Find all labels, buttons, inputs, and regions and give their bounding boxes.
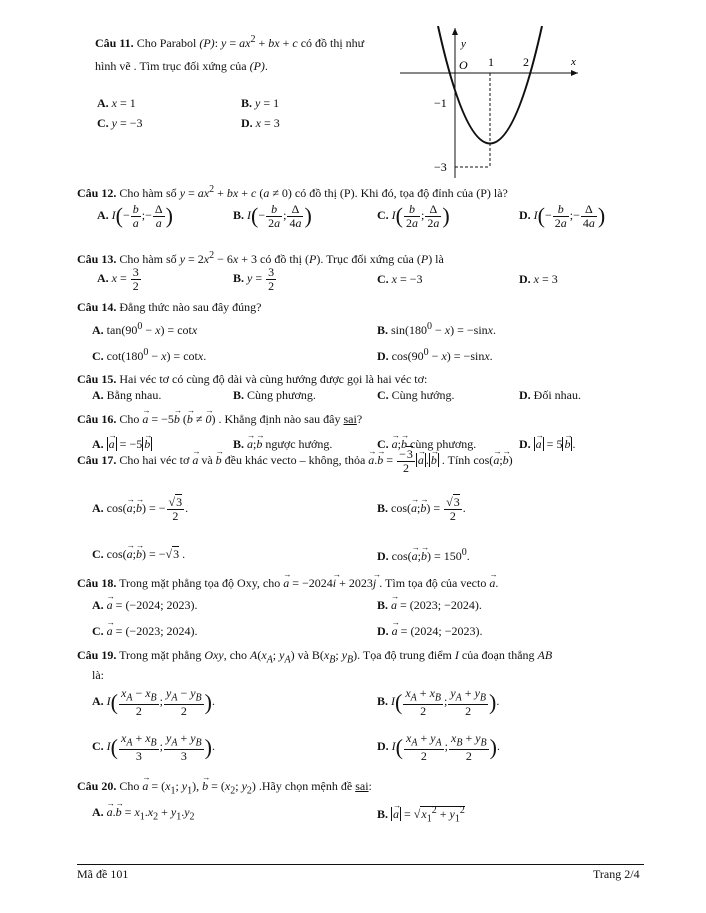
x-tick-2: 2 (523, 55, 529, 69)
q12-option-d: D. I(− $\frac{b}{2a}$ ;− $\frac{\Delta}{4a}$ ) (519, 202, 606, 230)
q19-option-d: D. I( $\frac{x_A + y_A}{2}$ ; $\frac{x_B + y_B}{2}$ ). (377, 731, 500, 763)
q13-option-b: B. y = $\frac{3}{2}$ (233, 265, 275, 293)
q18-option-a: A. → a = (−2024; 2023). (92, 598, 198, 613)
y-tick-neg1: −1 (434, 96, 447, 110)
q11-option-a: A. x = 1 (97, 96, 136, 110)
q16-option-c: C. → a;→ b cùng phương. (377, 437, 476, 452)
y-tick-neg3: −3 (434, 160, 447, 174)
q12-option-b: B. I(− $\frac{b}{2a}$ ; $\frac{\Delta}{4a}$ ) (233, 202, 312, 230)
q14-option-a: A. $\tan(90^0 - x) = \cot x$ (92, 321, 198, 337)
q18-option-b: B. → a = (2023; −2024). (377, 598, 482, 613)
q14-stem: Câu 14. Đẳng thức nào sau đây đúng? (77, 300, 262, 314)
q19-stem-line2: là: (92, 668, 104, 682)
q16-option-a: A. → a = −5→ b (92, 437, 152, 452)
q16-option-d: D. → a = 5→ b . (519, 437, 575, 452)
q17-option-d: D. cos(→ a;→ $b) = 150^0$. (377, 547, 470, 564)
q18-stem: Câu 18. Trong mặt phẳng tọa độ Oxy, cho → a = −2024→ i + 2023→ j . Tìm tọa độ của vecto → a. (77, 576, 498, 591)
q17-option-b: B. cos(→ a;→ b) = $\frac{√3}{2}$ . (377, 496, 466, 522)
x-axis-label: x (571, 56, 576, 68)
q17-option-c: C. cos(→ a;→ b) = −√3 . (92, 547, 185, 562)
origin-label: O (459, 58, 468, 72)
q13-option-c: C. x = −3 (377, 272, 423, 286)
q19-option-a: A. I( $\frac{x_A - x_B}{2}$ ; $\frac{y_A - y_B}{2}$ ). (92, 686, 215, 718)
q16-stem: Câu 16. Cho → a = −5→ b (→ b ≠ → 0) . Khẳng định nào sau đây sai? (77, 412, 362, 427)
q13-stem: Câu 13. Cho hàm số $y = 2x^2 - 6x + 3$ có đồ thị (P). Trục đối xứng của (P) là (77, 250, 444, 266)
q15-option-c: C. Cùng hướng. (377, 388, 455, 402)
x-axis-arrow (571, 70, 578, 76)
q17-stem: Câu 17. Cho hai véc tơ → a và → b đều khác vecto – không, thỏa → a.→ b = $\frac{-3}{2}$ → a .→ b . Tính cos(→ a;→ b) (77, 448, 513, 474)
footer-exam-code: Mã đề 101 (77, 867, 129, 881)
q11-option-c: C. y = −3 (97, 116, 143, 130)
footer-page-number: Trang 2/4 (593, 867, 640, 881)
q19-option-b: B. I( $\frac{x_A + x_B}{2}$ ; $\frac{y_A + y_B}{2}$ ). (377, 686, 500, 718)
footer-rule (77, 864, 644, 865)
q14-option-b: B. $\sin(180^0 - x) = -\sin x$. (377, 321, 496, 337)
q18-option-d: D. → a = (2024; −2023). (377, 624, 483, 639)
q20-option-a: A. → $a.\to b = x_1.x_2 + y_1.y_2$ (92, 805, 195, 822)
q14-option-c: C. $\cot(180^0 - x) = \cot x$. (92, 347, 207, 363)
q20-stem: Câu 20. Cho → $a = (x_1$; $y_1$), → $b = (x_2$; $y_2$) .Hãy chọn mệnh đề sai: (77, 779, 372, 796)
q11-option-b: B. y = 1 (241, 96, 280, 110)
q11-line1: Câu 11. Cho Parabol (P): $y = ax^2$ + bx + c có đồ thị như (95, 34, 365, 50)
q17-option-a: A. cos(→ a;→ b) = − $\frac{√3}{2}$ . (92, 496, 188, 522)
q12-stem: Câu 12. Cho hàm số $y = ax^2$ + bx + c (a ≠ 0) có đồ thị (P). Khi đó, tọa độ đỉnh của (P) là? (77, 184, 508, 200)
q20-option-b: B. → $a = √x_1^2 + y_1^2$ (377, 805, 465, 824)
parabola-graph (400, 26, 580, 180)
q11-option-d: D. x = 3 (241, 116, 280, 130)
q13-option-a: A. x = $\frac{3}{2}$ (97, 265, 139, 293)
q15-stem: Câu 15. Hai véc tơ có cùng độ dài và cùng hướng được gọi là hai véc tơ: (77, 372, 428, 386)
y-axis-label: y (461, 38, 466, 50)
q15-option-b: B. Cùng phương. (233, 388, 316, 402)
q12-option-c: C. I( $\frac{b}{2a}$ ; $\frac{\Delta}{2a}$ ) (377, 202, 450, 230)
y-axis-arrow (452, 28, 458, 35)
q14-option-d: D. $\cos(90^0 - x) = -\sin x$. (377, 347, 493, 363)
q15-option-d: D. Đối nhau. (519, 388, 581, 402)
q11-label: Câu 11. (95, 36, 134, 50)
q12-option-a: A. I(− $\frac{b}{a}$ ;− $\frac{\Delta}{a}$ ) (97, 202, 173, 230)
x-tick-1: 1 (488, 55, 494, 69)
q11-line2: hình vẽ . Tìm trục đối xứng của (P). (95, 59, 268, 73)
q13-option-d: D. x = 3 (519, 272, 558, 286)
q15-option-a: A. Bằng nhau. (92, 388, 162, 402)
q19-option-c: C. I( $\frac{x_A + x_B}{3}$ ; $\frac{y_A + y_B}{3}$ ). (92, 731, 215, 763)
q16-option-b: B. → a;→ b ngược hướng. (233, 437, 332, 452)
q19-stem: Câu 19. Trong mặt phẳng Oxy, cho $A(x_A$; $y_A$) và $B(x_B$; $y_B$). Tọa độ trung điểm I của đoạn thẳng AB (77, 648, 553, 666)
q18-option-c: C. → a = (−2023; 2024). (92, 624, 198, 639)
